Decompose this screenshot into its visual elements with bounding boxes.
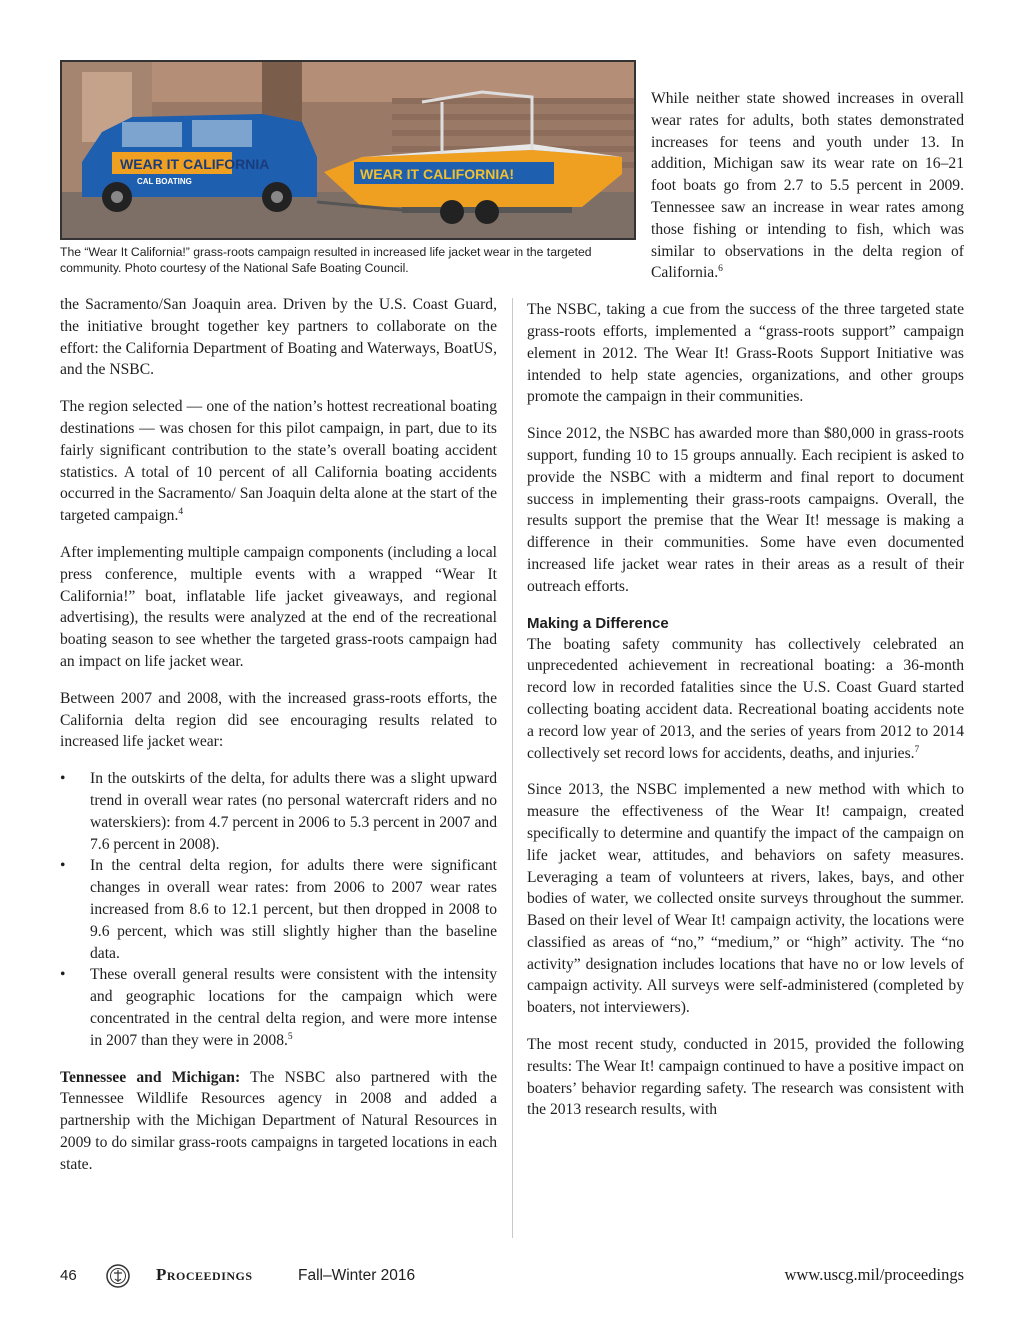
list-item: • In the outskirts of the delta, for adults there was a slight upward trend in overall wear rates (no personal watercraft riders and no waterskiers): from 4.7 percent in 2006 to 5.3 percent in 2007 and 7.6 percent in 2008). [60, 770, 497, 853]
footnote-ref: 5 [287, 1031, 293, 1042]
svg-text:WEAR IT CALIFORNIA!: WEAR IT CALIFORNIA! [360, 166, 514, 182]
paragraph: The boating safety community has collectively celebrated an unprecedented achievement in recreational boating: a 36-month record low in recorded fatalities since the U.S. Coast Guard started collecting boating accident data. Recreational boating accidents note a record low year of 2013, and the series of years from 2012 to 2014 collectively set record lows for accidents, deaths, and injuries.$^7$ [527, 635, 964, 762]
paragraph: Between 2007 and 2008, with the increased grass-roots efforts, the California delta region did see encouraging results related to increased life jacket wear: [60, 689, 497, 751]
paragraph: While neither state showed increases in overall wear rates for adults, both states demonstrated increases for teens and youth under 13. In addition, Michigan saw its wear rate on 16–21 foot boats go from 2.7 to 5.5 percent in 2009. Tennessee saw an increase in wear rates among those fishing or intending to fish, which was similar to observations in the delta region of California.$^6$ [651, 90, 964, 282]
left-column [60, 294, 497, 1190]
paragraph: Since 2013, the NSBC implemented a new method with which to measure the effectiveness of the Wear It! campaign, created specifically to determine and quantify the impact of the campaign on life jacket wear, attitudes, and behaviors on safety measures. Leveraging a team of volunteers at rivers, lakes, bays, and other bodies of water, we collected onsite surveys throughout the summer. Based on their level of Wear It! campaign activity, the locations were classified as areas of “no,” “medium,” or “high” activity. The “no activity” designation includes locations that have no or low levels of campaign activity. All surveys were self-administered (completed by boaters, not interviewers). [527, 781, 964, 1017]
paragraph: The most recent study, conducted in 2015, provided the following results: The Wear It! campaign continued to have a positive impact on boaters’ behavior regarding safety. The research was consistent with the 2013 research results, with [527, 1036, 964, 1119]
list-item: • These overall general results were consistent with the intensity and geographic locations for the campaign which were concentrated in the central delta region, and were more intense in 2007 than they were in 2008.$^5$ [60, 966, 497, 1049]
column-divider [512, 298, 513, 1238]
list-item: • In the central delta region, for adults there were significant changes in overall wear rates: from 2006 to 2007 wear rates increased from 8.6 to 12.1 percent, but then dropped in 2008 to 9.6 percent, which was still slightly higher than the baseline data. [60, 857, 497, 962]
bullet-marker: • [60, 857, 66, 875]
run-in-heading: Tennessee and Michigan: [60, 1068, 241, 1086]
svg-text:CAL BOATING: CAL BOATING [137, 177, 192, 186]
paragraph: Since 2012, the NSBC has awarded more than $80,000 in grass-roots support, funding 10 to 15 groups annually. Each recipient is asked to provide the NSBC with a midterm and final report to document success in implementing their grass-roots campaigns. Overall, the results support the premise that the Wear It! message is making a difference in their communities. Some have even documented increased life jacket wear rates in their areas as a result of their outreach efforts. [527, 425, 964, 595]
footnote-ref: 4 [178, 506, 184, 517]
svg-text:WEAR IT CALIFORNIA: WEAR IT CALIFORNIA [120, 156, 270, 172]
publication-name: Proceedings [156, 1265, 253, 1284]
coast-guard-seal-icon [106, 1264, 130, 1288]
paragraph: The NSBC, taking a cue from the success of the three targeted state grass-roots efforts, implemented a “grass-roots support” campaign element in 2012. The Wear It! Grass-Roots Support Initiative was intended to help state agencies, organizations, and other groups promote the campaign in their communities. [527, 301, 964, 406]
website-url[interactable]: www.uscg.mil/proceedings [784, 1265, 964, 1284]
paragraph: Tennessee and Michigan: The NSBC also partnered with the Tennessee Wildlife Resources agency in 2008 and added a partnership with the Michigan Department of Natural Resources in 2009 to do similar grass-roots campaigns in targeted locations in each state. [60, 1068, 497, 1173]
footnote-ref: 7 [914, 744, 920, 755]
paragraph: After implementing multiple campaign components (including a local press conference, multiple events with a wrapped “Wear It California!” boat, inflatable life jacket giveaways, and regional advertising), the results were analyzed at the end of the recreational boating season to see whether the targeted grass-roots campaign had an impact on life jacket wear. [60, 543, 497, 670]
bullet-marker: • [60, 770, 66, 788]
paragraph: The region selected — one of the nation’s hottest recreational boating destinations — was chosen for this pilot campaign, in part, due to its fairly significant contribution to the state’s overall boating accident statistics. A total of 10 percent of all California boating accidents occurred in the Sacramento/ San Joaquin delta alone at the start of the targeted campaign.$^4$ [60, 398, 497, 525]
results-list [60, 768, 497, 1051]
figure-caption: The “Wear It California!” grass-roots campaign resulted in increased life jacket wear in the targeted community. Photo courtesy of the National Safe Boating Council. [60, 245, 592, 275]
paragraph: the Sacramento/San Joaquin area. Driven by the U.S. Coast Guard, the initiative brought together key partners to collaborate on the effort: the California Department of Boating and Waterways, BoatUS, and the NSBC. [60, 296, 497, 379]
page-number: 46 [60, 1267, 77, 1284]
section-heading: Making a Difference [527, 614, 669, 632]
footnote-ref: 6 [718, 264, 723, 275]
page-footer [60, 1264, 964, 1290]
bullet-marker: • [60, 966, 66, 984]
right-column [527, 88, 964, 1136]
issue-date: Fall–Winter 2016 [298, 1267, 416, 1284]
